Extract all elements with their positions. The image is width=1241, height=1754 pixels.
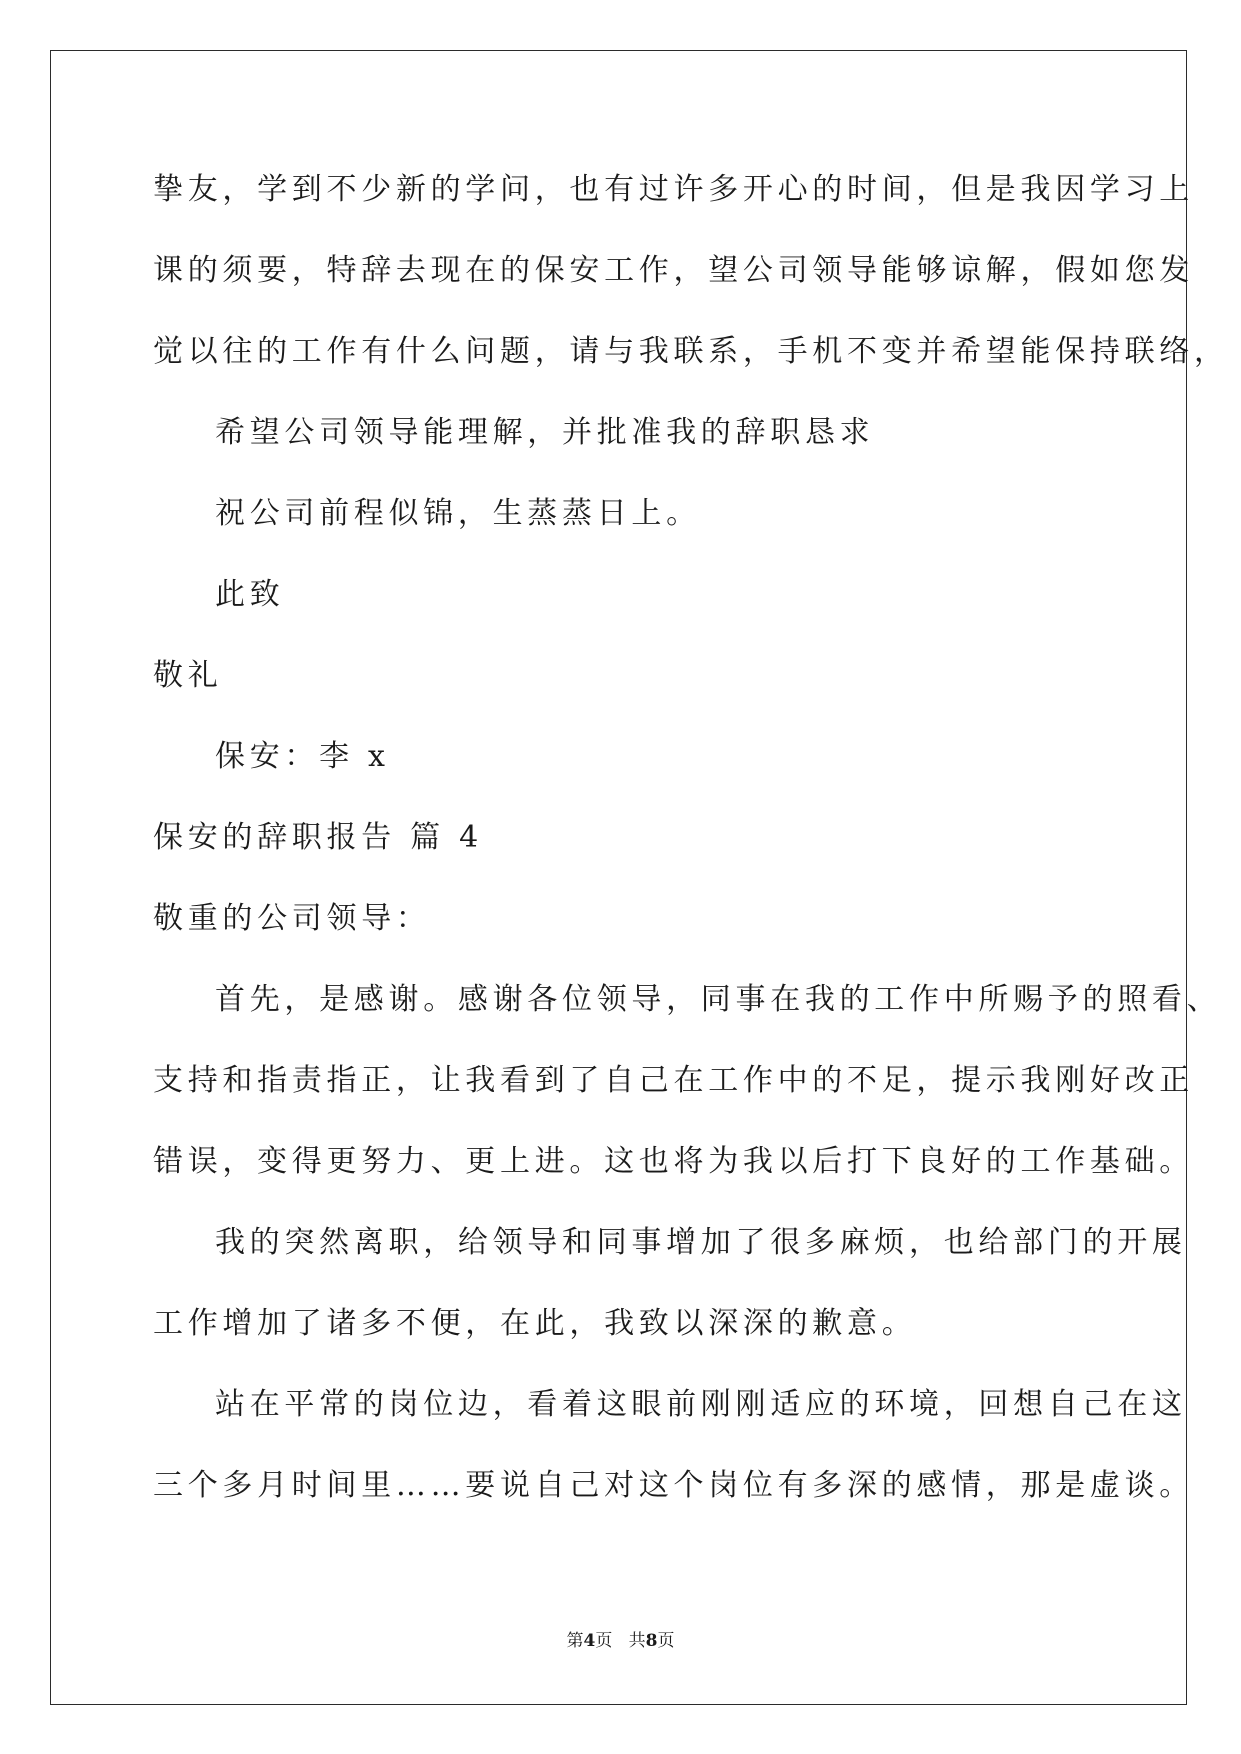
signature-line: 保安：李 x — [215, 739, 390, 774]
document-body — [153, 160, 1229, 1537]
text-line: 敬礼 — [153, 658, 223, 693]
text-line: 我的突然离职，给领导和同事增加了很多麻烦，也给部门的开展 — [215, 1225, 1187, 1260]
text-line: 希望公司领导能理解，并批准我的辞职恳求 — [215, 415, 875, 450]
text-line: 首先，是感谢。感谢各位领导，同事在我的工作中所赐予的照看、 — [215, 982, 1222, 1017]
text-line: 站在平常的岗位边，看着这眼前刚刚适应的环境，回想自己在这 — [215, 1387, 1187, 1422]
text-line: 此致 — [215, 577, 285, 612]
salutation: 敬重的公司领导： — [153, 901, 431, 936]
footer-prefix: 第 — [566, 1631, 584, 1651]
page-footer — [0, 1626, 1241, 1651]
text-line: 支持和指责指正，让我看到了自己在工作中的不足，提示我刚好改正 — [153, 1063, 1194, 1098]
section-heading: 保安的辞职报告 篇 4 — [153, 820, 483, 855]
text-line: 课的须要，特辞去现在的保安工作，望公司领导能够谅解，假如您发 — [153, 253, 1194, 288]
text-line: 祝公司前程似锦，生蒸蒸日上。 — [215, 496, 701, 531]
footer-suffix: 页 — [657, 1631, 675, 1651]
footer-middle: 页 共 — [595, 1631, 646, 1651]
total-page-count: 8 — [645, 1631, 658, 1651]
text-line: 错误，变得更努力、更上进。这也将为我以后打下良好的工作基础。 — [153, 1144, 1194, 1179]
text-line: 工作增加了诸多不便，在此，我致以深深的歉意。 — [153, 1306, 917, 1341]
current-page-number: 4 — [583, 1631, 596, 1651]
text-line: 三个多月时间里……要说自己对这个岗位有多深的感情，那是虚谈。 — [153, 1468, 1194, 1503]
text-line: 觉以往的工作有什么问题，请与我联系，手机不变并希望能保持联络， — [153, 334, 1229, 369]
text-line: 挚友，学到不少新的学问，也有过许多开心的时间，但是我因学习上 — [153, 172, 1194, 207]
